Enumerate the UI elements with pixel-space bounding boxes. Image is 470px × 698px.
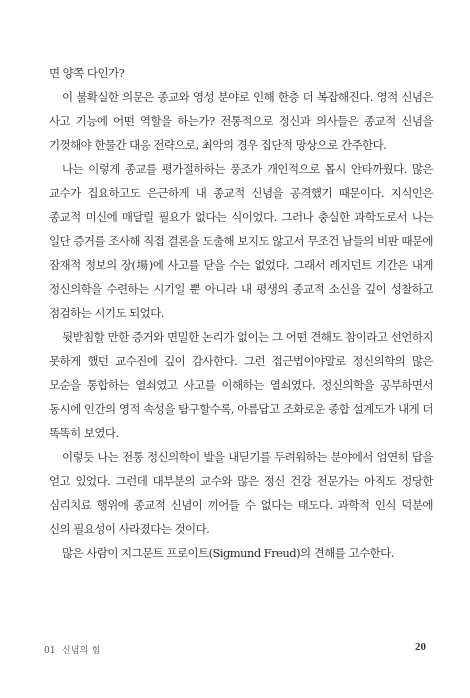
chapter-title: 신념의 힘 xyxy=(61,646,101,656)
paragraph: 많은 사람이 지그문트 프로이트(Sigmund Freud)의 견해를 고수한다. xyxy=(62,546,394,560)
running-footer xyxy=(44,643,101,656)
body-text xyxy=(49,61,433,565)
paragraph: 뒷받침할 만한 증거와 면밀한 논리가 없이는 그 어떤 견해도 참이라고 선언하지 못하게 했던 교수진에 깊이 감사한다. 그런 접근법이야말로 정신의학의 많은 모순을 통합하는 열쇠였고 사고를 이해하는 열쇠였다. 정신의학을 공부하면서 동시에 인간의 영적 속성을 탐구할수록, 아름답고 조화로운 종합 설계도가 내게 더 똑똑히 보였다. xyxy=(49,330,433,440)
paragraph: 나는 이렇게 종교를 평가절하하는 풍조가 개인적으로 몹시 안타까웠다. 많은 교수가 집요하고도 은근하게 내 종교적 신념을 공격했기 때문이다. 지식인은 종교적 미신에 매달릴 필요가 없다는 식이었다. 그러나 충실한 과학도로서 나는 일단 증거를 조사해 직접 결론을 도출해 보지도 않고서 무조건 남들의 비판 때문에 잠재적 정보의 장(場)에 사고를 닫을 수는 없었다. 그래서 레지던트 기간은 내게 정신의학을 수련하는 시기일 뿐 아니라 내 평생의 종교적 소신을 깊이 성찰하고 점검하는 시기도 되었다. xyxy=(49,162,433,320)
chapter-number: 01 xyxy=(44,646,56,656)
paragraph: 이렇듯 나는 전통 정신의학이 발을 내딛기를 두려워하는 분야에서 엄연히 답을 얻고 있었다. 그런데 대부분의 교수와 많은 정신 건강 전문가는 아직도 정당한 심리치료 행위에 종교적 신념이 끼어들 수 없다는 태도다. 과학적 인식 덕분에 신의 필요성이 사라졌다는 것이다. xyxy=(49,450,433,536)
paragraph-continuation: 면 양쪽 다인가? xyxy=(49,66,125,80)
page-number: 20 xyxy=(415,641,426,653)
paragraph: 이 불확실한 의문은 종교와 영성 분야로 인해 한층 더 복잡해진다. 영적 신념은 사고 기능에 어떤 역할을 하는가? 전통적으로 정신과 의사들은 종교적 신념을 기껏해야 한물간 대응 전략으로, 최악의 경우 집단적 망상으로 간주한다. xyxy=(49,90,433,152)
